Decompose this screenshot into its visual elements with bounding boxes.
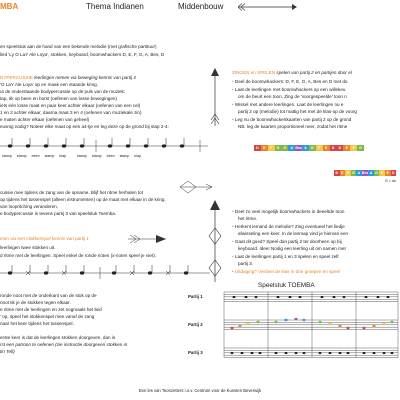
boomwhacker-color-bar xyxy=(254,145,364,151)
arrow-tribal-icon xyxy=(126,231,170,247)
score-part-label: Partij 1 xyxy=(188,294,203,299)
right-bullet: • Deel zo veel mogelijk boomwhackers in deeeltde toon xyxy=(232,209,345,214)
color-cell: E xyxy=(386,171,389,175)
stamp-label: stamp xyxy=(2,154,12,158)
stamp-label: been xyxy=(31,154,40,158)
sticks-line: d ritme met de leerlingen. Speel enkel de ronde noten (x-noten speel je niet). xyxy=(0,253,157,258)
bottom-line: ronde noot met de onderkant van de stok op de xyxy=(0,293,97,298)
bottom-line: e ritme met de leerlingen en zet nogmaals het lied xyxy=(0,307,102,312)
color-cell: E xyxy=(341,171,344,175)
theme-label: Thema Indianen xyxy=(86,2,144,11)
page-title: MBA xyxy=(0,2,19,11)
sticks-notation xyxy=(0,262,210,284)
bottom-line: naar het keer tijdens het tussenspel. xyxy=(0,321,74,326)
stamp-label: stamp xyxy=(16,154,27,158)
sticks-heading: men via een stokkenspel kennis van partij 1 xyxy=(0,236,89,241)
bottom-line: rst een patroon te oefenen (zie instructie doorgeven stokken in xyxy=(0,342,128,347)
color-cell: D xyxy=(337,145,344,151)
boomwhacker-color-bar-right xyxy=(334,170,396,176)
color-cell: G xyxy=(375,171,379,175)
zingen-bullet: • Laat de leerlingen met boomwhackers op een willekeu xyxy=(232,87,346,92)
color-cell: A xyxy=(302,145,309,151)
stamp-label: stamp xyxy=(91,154,102,158)
color-cell: F xyxy=(381,171,384,175)
bottom-line: ' op, speel het stokkenspel mee vanaf de zang xyxy=(0,314,95,319)
color-cell: D xyxy=(391,171,395,175)
zingen-heading xyxy=(232,70,352,76)
color-cell: F xyxy=(346,171,349,175)
bodypercussion-heading xyxy=(0,75,136,81)
color-cell: D xyxy=(335,171,339,175)
stamp-label: stamp xyxy=(119,154,130,158)
bottom-line: erste keer is dat de leerlingen stokken doorgeven, dan is xyxy=(0,335,116,340)
right-bullet: • Laat de leerlingen partij 1 en 3 spelen en speel zelf xyxy=(232,254,339,259)
color-cell: A xyxy=(357,171,361,175)
intro-line-2: lied 'Ly O LaY Ale Loya', stokken, keyboard, boomwhackers D, E, F, G, A, Bes, D xyxy=(0,52,165,57)
bodypercussion-subtitle: leerlingen nemen via beweging kennis van partij 3 xyxy=(32,75,136,80)
body-line: iets één losse maat en paar keer achter elkaar (oefenen van een cel) xyxy=(0,103,141,108)
color-cell: Bes xyxy=(361,171,369,175)
color-cell: Bes xyxy=(295,146,302,150)
color-cell: D xyxy=(330,145,337,151)
footer-credit: Een les van Toonzetters i.o.v. Centrum voor de Kunsten Beverwijk xyxy=(138,388,262,393)
right-bullet: • Herkent iemand de melodie? Zing eventueel het liedje xyxy=(232,224,345,229)
stamp-label: stamp xyxy=(44,154,55,158)
stamp-label-row xyxy=(2,154,141,158)
body-line: ut de onderstaande bodypercussie op de puls van de muziek: xyxy=(0,89,126,94)
bodypercussion-title: DYPERCUSSIE xyxy=(0,75,33,80)
mid-line: op tijdens het tussenspel (alleen instrumenten) op de maat met elkaar in de kring. xyxy=(0,197,166,202)
color-cell: A xyxy=(369,171,373,175)
color-cell: G xyxy=(282,145,289,151)
right-bullet-cont: partij 3. xyxy=(238,261,254,266)
zingen-bullet: • Wissel met andere leerlingen. Laat de leerlingen nu e xyxy=(232,102,344,107)
body-line: e maten achter elkaar (oefenen van geheel) xyxy=(0,117,90,122)
color-cell: G xyxy=(357,145,364,151)
color-cell: E xyxy=(323,145,330,151)
color-cell: A xyxy=(288,145,295,151)
right-bullet: • Uitdaging? Verdeel de klas in drie groepen en speel xyxy=(232,269,341,274)
color-legend: G = do xyxy=(385,179,396,183)
level-label: Middenbouw xyxy=(178,2,224,11)
mid-line: cussie mee tijdens de zang van de opname. Blijf het ritme herhalen tot xyxy=(0,190,143,195)
color-cell: D xyxy=(254,145,261,151)
zingen-subtitle: spelen van partij 2 en partijen door el xyxy=(275,70,352,75)
score-title: Speelstuk TOEMBA xyxy=(258,282,315,289)
score-part-label: Partij 3 xyxy=(188,350,203,355)
body-line: eusnig nodig? Noteer elke maat op een a4-tje en leg deze op de grond bij stap 2-4: xyxy=(0,124,169,129)
color-cell: G xyxy=(275,145,282,151)
color-cell: F xyxy=(350,145,357,151)
body-line: 'O LaY Ale Loya' op en maak een staande kring. xyxy=(0,82,98,87)
sticks-line: leerlingen twee stokken uit. xyxy=(0,245,56,250)
body-line: 1 en 2 achter elkaar, daarna maat 3 en 4 (oefenen van muziekale zin) xyxy=(0,110,142,115)
zingen-title: ZINGEN en SPELEN xyxy=(232,70,276,75)
right-bullet-cont: afwisseling een keer. In de lesmap vind je hiervan een xyxy=(238,231,349,236)
zingen-bullet: • Deel de boomwhackers: D, F, E, G, A, Bes en D met do xyxy=(232,79,348,84)
stamp-label: stamp xyxy=(76,154,87,158)
intro-line-1: en speelstuk aan de hand van een bekende melodie (met grafische partituur) xyxy=(0,44,157,49)
bottom-line: noot tik je de stokken tegen elkaar. xyxy=(0,300,71,305)
zingen-bullet-cont: NB. leg de kaarten proportioneel neer, zodat het ritme xyxy=(238,124,348,129)
mid-line: van loopritching veranderen. xyxy=(0,204,58,209)
zingen-bullet-cont: om de beurt een toon. Zing de 'voorgespeelde' toon n xyxy=(238,94,347,99)
body-line: tap, tik op been en borst (oefenen van losse bewegingen) xyxy=(0,96,117,101)
mid-line: e bodypercussie is tevens partij 3 van speelstuk Toemba. xyxy=(0,211,117,216)
bottom-line: tin Tell) xyxy=(0,349,15,354)
header-arrow-icon xyxy=(236,2,298,12)
vertical-arrow-icon xyxy=(208,66,222,130)
right-bullet-cont: het ritme. xyxy=(238,216,258,221)
right-bullet: • Gaat dit goed? Speel dan partij 2 ter doorheen op bij xyxy=(232,239,342,244)
color-cell: E xyxy=(343,145,350,151)
score-staves xyxy=(206,290,400,382)
color-cell: G xyxy=(352,171,355,175)
color-cell: F xyxy=(316,145,323,151)
color-cell: E xyxy=(261,145,268,151)
zingen-bullet: • Leg nu de boomwhackertkaarten van partij 2 op de grond xyxy=(232,117,352,122)
color-cell: F xyxy=(268,145,275,151)
right-bullet-cont: keyboard. Idee! Nodig een leerling uit om samen met xyxy=(238,246,346,251)
feather-icon xyxy=(176,178,216,196)
tribal-arrow-icon xyxy=(206,198,224,288)
zingen-bullet-cont: partij 2 op (melodie) tot mattig het met de klas-op de voorg xyxy=(238,109,357,114)
stamp-label: klap xyxy=(134,154,141,158)
score-part-label: Partij 2 xyxy=(188,322,203,327)
stamp-label: been xyxy=(106,154,115,158)
color-cell: G xyxy=(309,145,316,151)
stamp-label: klap xyxy=(59,154,66,158)
